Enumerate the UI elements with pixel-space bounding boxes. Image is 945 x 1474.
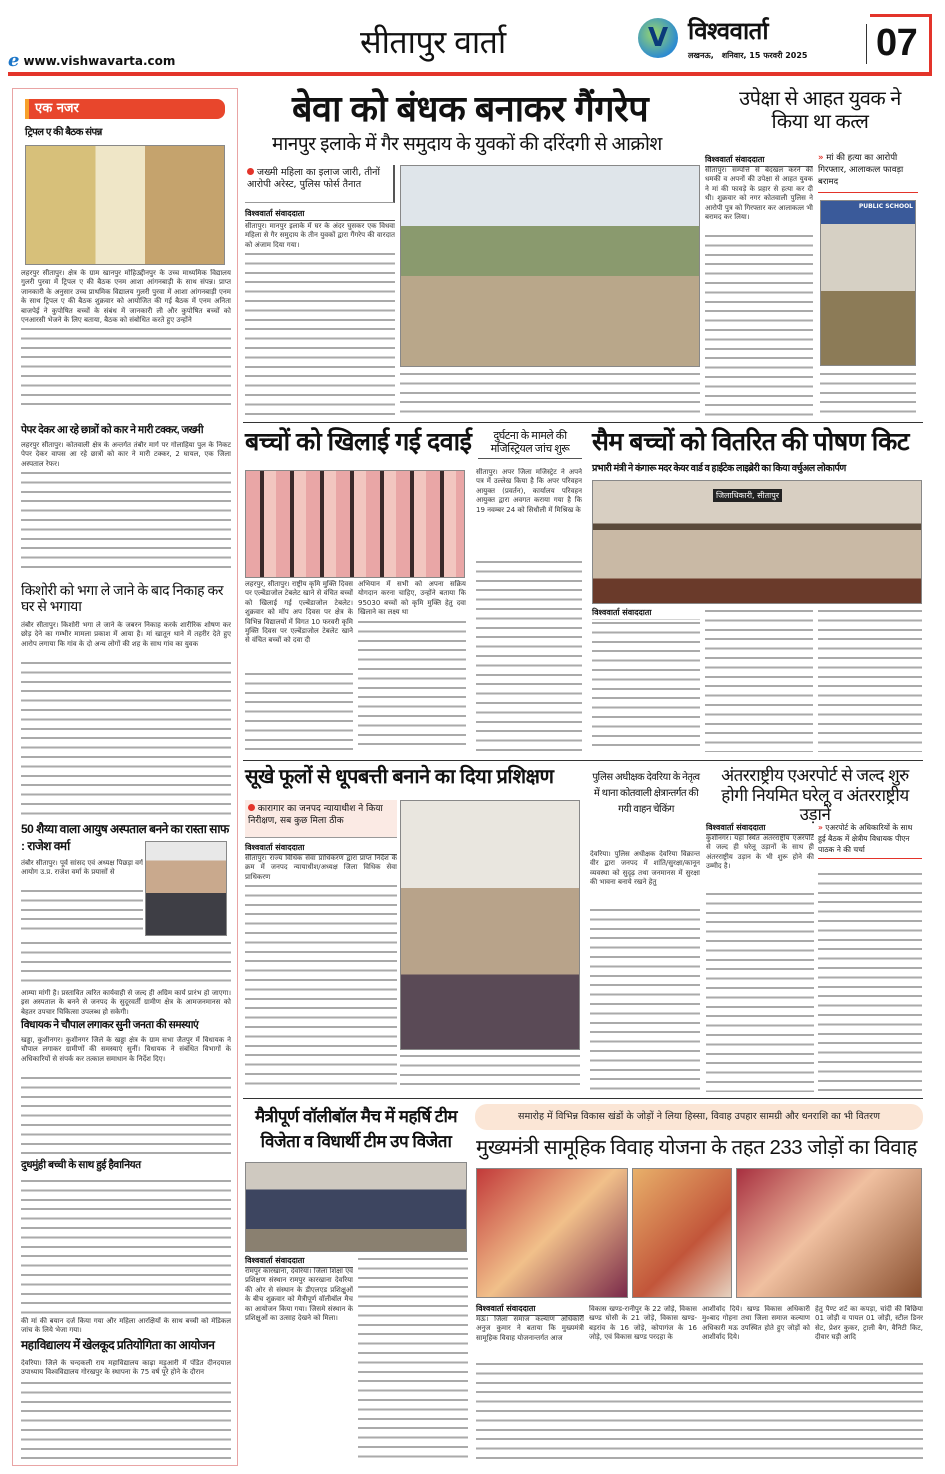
date: शनिवार, 15 फरवरी 2025 <box>721 51 808 60</box>
logo-globe-icon: V <box>638 18 678 58</box>
prison-training-photo <box>400 800 580 1050</box>
article-body-continued <box>358 618 466 752</box>
ek-nazar-tab: एक नजर <box>25 99 225 119</box>
dateline <box>688 50 808 61</box>
byline: विश्ववार्ता संवाददाता <box>245 208 395 221</box>
byline: विश्ववार्ता संवाददाता <box>245 1255 353 1268</box>
vivah-headline: मुख्यमंत्री सामूहिक विवाह योजना के तहत 233 जोड़ों का विवाह <box>476 1136 917 1159</box>
article-body-continued <box>818 870 922 1092</box>
article-body-continued <box>21 1379 231 1459</box>
article-body-continued <box>245 882 397 1092</box>
byline: विश्ववार्ता संवाददाता <box>245 842 397 855</box>
poshan-headline: सैम बच्चों को वितरित की पोषण किट <box>592 428 909 456</box>
police-headline: पुलिस अधीक्षक देवरिया के नेतृत्व में थाना कोतवाली क्षेत्रान्तर्गत की गयी वाहन चेकिंग <box>592 772 700 815</box>
article-body: लहरपुर, सीतापुर। राष्ट्रीय कृमि मुक्ति दिवस पर एल्बेंडाजोल टेबलेट खाने से वंचित बच्चों को खिलाई गई एल्बेंडाजोल टेबलेट। शुक्रवार को मॉप अप दिवस पर क्षेत्र के विभिन्न विद्यालयों में विगत 10 फरवरी कृमि मुक्ति दिवस पर एल्बेंडाजोल टेबलेट खाने से वंचित बच्चों को दवा दी <box>245 580 353 645</box>
article-title: दुधमुंही बच्ची के साथ हुई हैवानियत <box>21 1159 141 1171</box>
poshan-subhead: प्रभारी मंत्री ने कंगारू मदर केयर वार्ड व हाईटेक लाइब्रेरी का किया वर्चुअल लोकार्पण <box>592 463 846 474</box>
meeting-hall-photo <box>592 480 922 604</box>
article-body: खड्डा, कुशीनगर। कुशीनगर जिले के खड्डा क्षेत्र के ग्राम सभा जैतपुर में विधायक ने चौपाल लगाकर ग्रामीणों की समस्याएं सुनीं। विधायक ने संबंधित विभागों के अधिकारियों से संपर्क कर तत्काल समाधान के निर्देश दिए। <box>21 1036 231 1063</box>
airport-headline: अंतरराष्ट्रीय एअरपोर्ट से जल्द शुरु होगी नियमित घरेलू व अंतरराष्ट्रीय उड़ानें <box>721 766 909 825</box>
divider <box>243 1098 923 1099</box>
byline: विश्ववार्ता संवाददाता <box>476 1303 584 1316</box>
article-body-continued <box>21 325 231 405</box>
double-chevron-icon: » <box>818 153 824 163</box>
article-body-continued <box>245 250 395 415</box>
article-body: लहरपुर सीतापुर। क्षेत्र के ग्राम खानपुर मोहिउद्दीनपुर के उच्च माध्यमिक विद्यालय गुलरी पुरवा में ट्रिपल ए की बैठक एनम आशा आंगनबाड़ी के साथ संपन्न। प्राप्त जानकारी के अनुसार उच्च प्राथमिक विद्यालय गुलरी पुरवा में आशा आंगनबाड़ी एनम के साथ ट्रिपल ए की बैठक शुक्रवार को आयोजित की गई बैठक में एनम अनिता बाजपेई ने कुपोषित बच्चों के संबंध में जानकारी ली और कुपोषित बच्चों को एनआरसी भेजने के लिए बताया, बैठक को संबोधित करते हुए उन्होंने <box>21 269 231 325</box>
article-body: विकास खण्ड-रानीपुर के 22 जोड़े, विकास खण्ड घोसी के 21 जोड़े, विकास खण्ड-बड़रांव के 16 जोड़े, कोपागंज के 16 जोड़े, एवं विकास खण्ड परदहा के <box>589 1305 697 1342</box>
volley-headline: मैत्रीपूर्ण वॉलीबॉल मैच में महर्षि टीम विजेता व विधार्थी टीम उप विजेता <box>254 1107 458 1151</box>
article-body: कुशीनगर। यहां स्थित अंतरराष्ट्रीय एअरपोर्ट से जल्द ही घरेलू उड़ानों के साथ ही अंतरराष्ट्रीय उड़ान के भी शुरू होने की उम्मीद है। <box>706 834 814 871</box>
lead-highlight-box: जख्मी महिला का इलाज जारी, तीनों आरोपी अरेस्ट, पुलिस फोर्स तैनात <box>245 165 395 203</box>
article-body-continued <box>476 1360 923 1465</box>
article-title: विधायक ने चौपाल लगाकर सुनी जनता की समस्याएं <box>21 1019 199 1031</box>
article-body: की मां की बयान दर्ज किया गया और महिला आरक्षियों के साथ बच्ची को मेडिकल जांच के लिये भेजा गया। <box>21 1317 231 1335</box>
article-body-continued <box>820 370 916 416</box>
article-body-continued <box>400 370 700 416</box>
phool-headline: सूखे फूलों से धूपबत्ती बनाने का दिया प्रशिक्षण <box>245 766 554 788</box>
meeting-photo <box>25 145 225 265</box>
double-chevron-icon: » <box>818 823 823 832</box>
article-body-continued <box>21 939 231 989</box>
website-link[interactable]: e www.vishwavarta.com <box>8 50 176 71</box>
article-body-continued <box>818 607 922 752</box>
page-number: 07 <box>876 22 918 64</box>
article-body: रामपुर कारखाना, देवरिया। जिला शिक्षा एवं प्रशिक्षण संस्थान रामपुर कारखाना देवरिया की ओर से संस्थान के डीएलएड प्रशिक्षुओं के बीच शुक्रवार को मैत्रीपूर्ण वॉलीबॉल मैच का आयोजन किया गया। जिसमे संस्थान के प्रशिक्षुओं का उत्साह देखने को मिला। <box>245 1267 353 1323</box>
article-body: सीतापुर। मानपुर इलाके में घर के अंदर घुसकर एक विधवा महिला से गैर समुदाय के तीन युवकों द्वारा गैंगरेप की वारदात को अंजाम दिया गया। <box>245 222 395 249</box>
article-body: सीतापुर। सम्पत्ति से बेदखल करने की धमकी व अपनों की उपेक्षा से आहत युवक ने मां की फावड़े के प्रहार से हत्या कर दी थी। शुक्रवार को नगर कोतवाली पुलिस ने आरोपी पुत्र को गिरफ्तार कर आलाकत्ल भी बरामद कर लिया। <box>705 166 813 222</box>
byline: विश्ववार्ता संवाददाता <box>705 154 813 167</box>
wedding-photo-1 <box>476 1168 628 1298</box>
article-body: हेतु पैण्ट शर्ट का कपड़ा, चांदी की बिछिया 01 जोड़ी व पायल 01 जोड़ी, स्टील डिनर सेट, प्रेशर कुकर, ट्राली बैग, वैनिटी किट, दीवार घड़ी आदि <box>815 1305 923 1342</box>
red-bullet-icon <box>247 168 254 175</box>
article-body: आशीर्वाद दिये। खण्ड विकास अधिकारी मु०बाद गोहना तथा जिला समाज कल्याण अधिकारी मऊ उपस्थित होते हुए जोड़ों को आशीर्वाद दिये। <box>702 1305 810 1342</box>
article-body-continued <box>21 887 143 937</box>
article-body: सीतापुर। अपर जिला मजिस्ट्रेट ने अपने पत्र में उल्लेख किया है कि अपर परिवहन आयुक्त (प्रवर्तन), कार्यालय परिवहन आयुक्त द्वारा अवगत कराया गया है कि 19 नवम्बर 24 को सिधौली में मिश्रिख के <box>476 468 582 514</box>
article-title: 50 शैय्या वाला आयुष अस्पताल बनने का रास्ता साफ : राजेश वर्मा <box>21 822 229 853</box>
kicker: » एअरपोर्ट के अधिकारियों के साथ हुई बैठक में क्षेत्रीय विधायक पीएन पाठक ने की चर्चा <box>818 822 922 859</box>
paper-name: विश्ववार्ता <box>688 18 769 45</box>
article-title: ट्रिपल ए की बैठक संपन्न <box>25 127 102 138</box>
article-body-continued <box>590 906 700 1092</box>
section-title: सीतापुर वार्ता <box>360 24 506 60</box>
byline: विश्ववार्ता संवाददाता <box>706 822 814 835</box>
article-body: देवरिया। पुलिस अधीक्षक देवरिया विक्रान्त वीर द्वारा जनपद में शांति/सुरक्षा/कानून व्यवस्था को सुदृढ़ तथा जनमानस में सुरक्षा की भावना बनाये रखने हेतु <box>590 850 700 887</box>
city: लखनऊ, <box>688 51 714 60</box>
page-header <box>0 0 945 74</box>
highlight-box: कारागार का जनपद न्यायाधीश ने किया निरीक्षण, सब कुछ मिला ठीक <box>245 800 397 838</box>
lead-headline: बेवा को बंधक बनाकर गैंगरेप <box>292 88 649 129</box>
article-body-continued <box>358 1255 468 1465</box>
wedding-photo-2 <box>632 1168 732 1298</box>
article-body-continued <box>400 1052 580 1092</box>
article-body-continued <box>592 619 700 752</box>
children-photo <box>245 470 465 578</box>
left-column <box>12 88 238 1466</box>
divider <box>866 24 867 64</box>
article-body: तंबौर सीतापुर। पूर्व सांसद एवं अध्यक्ष पिछड़ा वर्ग आयोग उ.प्र. राजेश वर्मा के प्रयासों से <box>21 859 143 877</box>
police-group-photo <box>820 200 916 366</box>
lead-subhead: मानपुर इलाके में गैर समुदाय के युवकों की दरिंदगी से आक्रोश <box>272 134 662 155</box>
article-title: महाविद्यालय में खेलकूद प्रतियोगिता का आयोजन <box>21 1338 215 1352</box>
portrait-photo <box>145 841 227 936</box>
school-sign: PUBLIC SCHOOL <box>858 203 913 210</box>
divider <box>243 760 923 761</box>
article-title: पेपर देकर आ रहे छात्रों को कार ने मारी टक्कर, जख्मी <box>21 424 204 436</box>
article-body-continued <box>245 670 353 752</box>
article-body-continued <box>705 607 813 752</box>
vivah-banner: समारोह में विभिन्न विकास खंडों के जोड़ों ने लिया हिस्सा, विवाह उपहार सामग्री और धनराशि का भी वितरण <box>475 1104 923 1130</box>
article-body-continued <box>21 659 231 819</box>
article-body: लहरपुर सीतापुर। कोतवाली क्षेत्र के अन्तर्गत तंबौर मार्ग पर गोलाहिया पुल के निकट पेपर देकर वापस आ रहे छात्रों को कार ने मारी टक्कर, 2 घायल, एक जिला अस्पताल रेफर। <box>21 441 231 468</box>
article-body-continued <box>21 469 231 569</box>
wedding-photo-3 <box>736 1168 922 1298</box>
article-body-continued <box>706 890 814 1092</box>
header-rule <box>8 72 932 76</box>
right-headline: उपेक्षा से आहत युवक ने किया था कत्ल <box>739 88 901 133</box>
article-body: अभियान में सभी को अपना सक्रिय योगदान करना चाहिए, उन्होंने बताया कि 95030 बच्चों को कृमि मुक्ति हेतु दवा खिलाने का लक्ष्य था <box>358 580 466 617</box>
article-body-continued <box>476 558 582 752</box>
article-body-continued <box>21 1177 231 1317</box>
dawai-headline: बच्चों को खिलाई गई दवाई <box>245 428 472 456</box>
article-body-continued <box>705 232 813 416</box>
article-body: देवरिया। जिले के चन्दकली राय महाविद्यालय काढ़ा मड़ुआरी में पंडित दीनदयाल उपाध्याय विश्वविद्यालय गोरखपुर के स्थापना के 75 वर्ष पूरे होने के दौरान <box>21 1359 231 1377</box>
byline: विश्ववार्ता संवाददाता <box>592 607 700 620</box>
office-sign: जिलाधिकारी, सीतापुर <box>713 489 782 502</box>
village-scene-photo <box>400 165 700 367</box>
article-body: मऊ। जिला समाज कल्याण अधिकारी अनुज कुमार ने बताया कि मुख्यमंत्री सामूहिक विवाह योजनान्तर्गत आज <box>476 1315 584 1342</box>
article-body: आम्या मांगी है। प्रस्तावित त्वरित कार्यवाही से जल्द ही अग्रिम कार्य प्रारंभ हो जाएगा। इस अस्पताल के बनने से जनपद के सुदूरवर्ती ग्रामीण क्षेत्र के आमजनमानस को बेहतर उपचार चिकित्सा उपलब्ध हो सकेगी। <box>21 989 231 1016</box>
kicker: » मां की हत्या का आरोपी गिरफ्तार, आलाकत्ल फावड़ा बरामद <box>818 152 918 193</box>
article-title: किशोरी को भगा ले जाने के बाद निकाह कर घर से भगाया <box>21 582 223 615</box>
divider <box>243 422 923 423</box>
article-body: तंबौर सीतापुर। किशोरी भगा ले जाने के जबरन निकाह करके शारीरिक शोषण कर छोड़ देने का गम्भीर मामला प्रकाश में आया है। मां खातून थाने में तहरीर देते हुए आरोप लगाया कि गांव के दो अन्य लोगों की शह के साथ गांव का युवक <box>21 621 231 648</box>
article-body-continued <box>21 1074 231 1154</box>
red-bullet-icon <box>248 804 255 811</box>
article-body: सीतापुर। राज्य विधिक सेवा प्राधिकरण द्वारा प्राप्त निर्देश के क्रम में जनपद न्यायाधीश/अध्यक्ष जिला विधिक सेवा प्राधिकरण <box>245 854 397 881</box>
volleyball-team-photo <box>245 1162 467 1252</box>
browser-e-icon: e <box>8 50 20 71</box>
durghatna-headline: दुर्घटना के मामले की मजिस्ट्रियल जांच शुरू <box>478 430 582 459</box>
